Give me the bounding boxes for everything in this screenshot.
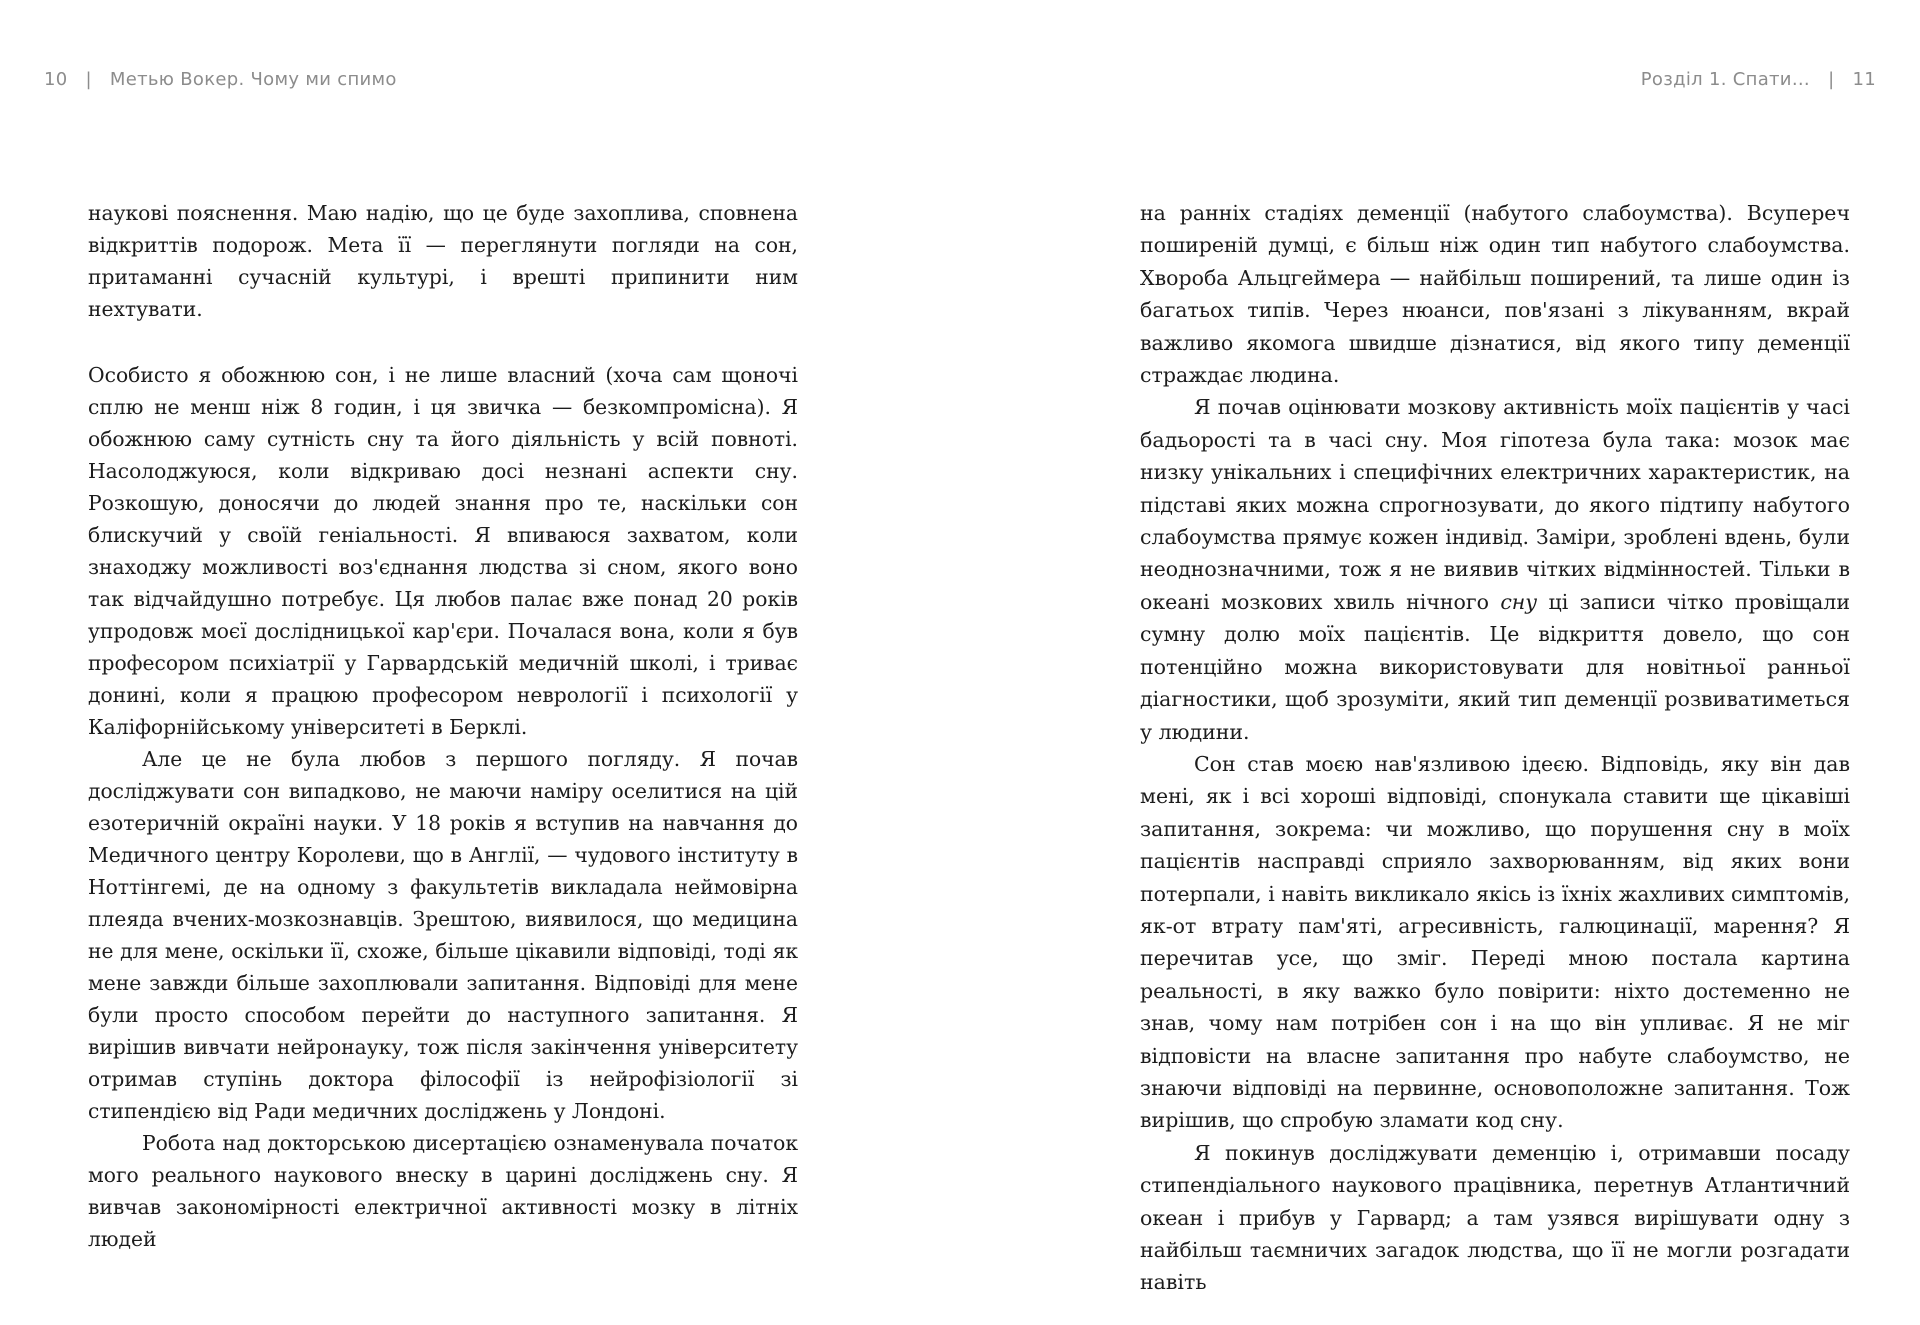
paragraph: Але це не була любов з першого погляду. Я почав досліджувати сон випадково, не маючи наміру оселитися на цій езотеричній окраїні науки. У 18 років я вступив на навчання до Медичного центру Королеви, що в Англії, — чудового інституту в Ноттінгемі, де на одному з факультетів викладала неймовірна плеяда вчених-мозкознавців. Зрештою, виявилося, що медицина не для мене, оскільки її, схоже, більше цікавили відповіді, тоді як мене завжди більше захоплювали запитання. Відповіді для мене були просто способом перейти до наступного запитання. Я вирішив вивчати нейронауку, тож після закінчення університету отримав ступінь доктора філософії із нейрофізіології зі стипендією від Ради медичних досліджень у Лондоні. (88, 747, 798, 1123)
paragraph (1140, 748, 1850, 1137)
paragraph-text: Я покинув досліджувати деменцію і, отримавши посаду стипендіального наукового працівника, перетнув Атлантичний океан і прибув у Гарвард; а там узявся вирішувати одну з найбільш таємничих загадок людства, що її не могли розгадати навіть (1140, 1140, 1850, 1295)
paragraph: наукові пояснення. Маю надію, що це буде захоплива, сповнена відкриттів подорож. Мета її — переглянути погляди на сон, притаманні сучасній культурі, і врешті припинити ним нехтувати. (88, 201, 798, 321)
right-running-head (1641, 68, 1876, 92)
right-page-body (1140, 197, 1850, 1299)
right-page-number: 11 (1852, 69, 1876, 90)
right-header-title: Розділ 1. Спати… (1640, 69, 1811, 90)
paragraph (1140, 197, 1850, 391)
left-running-head (44, 68, 397, 92)
paragraph-text: ці записи чітко провіщали сумну долю моїх пацієнтів. Це відкриття довело, що сон потенційно можна використовувати для новітньої ранньої діагностики, щоб зрозуміти, який тип деменції розвиватиметься у людини. (1140, 589, 1850, 744)
paragraph: Робота над докторською дисертацією ознаменувала початок мого реального наукового внеску в царині досліджень сну. Я вивчав закономірності електричної активності мозку в літніх людей (88, 1131, 798, 1251)
paragraph-text: Сон став моєю нав'язливою ідеєю. Відповідь, яку він дав мені, як і всі хороші відповіді, спонукала ставити ще цікавіші запитання, зокрема: чи можливо, що порушення сну в моїх пацієнтів насправді сприяло захворюванням, від яких вони потерпали, і навіть викликало якісь із їхніх жахливих симптомів, як-от втрату пам'яті, агресивність, галюцинації, марення? Я перечитав усе, що зміг. Переді мною постала картина реальності, в яку важко було повірити: ніхто достеменно не знав, чому нам потрібен сон і на що він упливає. Я не міг відповісти на власне запитання про набуте слабоумство, не знаючи відповіді на первинне, основоположне запитання. Тож вирішив, що спробую зламати код сну. (1140, 751, 1850, 1133)
italic-word: сну (1500, 589, 1538, 614)
paragraph: Особисто я обожнюю сон, і не лише власний (хоча сам щоночі сплю не менш ніж 8 годин, і ця звичка — безкомпромісна). Я обожнюю саму сутність сну та його діяльність у всій повноті. Насолоджуюся, коли відкриваю досі незнані аспекти сну. Розкошую, доносячи до людей знання про те, наскільки сон блискучий у своїй геніальності. Я впиваюся захватом, коли знаходжу можливості воз'єднання людства зі сном, якого воно так відчайдушно потребує. Ця любов палає вже понад 20 років упродовж моєї дослідницької кар'єри. Почалася вона, коли я був професором психіатрії у Гарвардській медичній школі, і триває донині, коли я працюю професором неврології і психології у Каліфорнійському університеті в Берклі. (88, 363, 798, 739)
paragraph (1140, 1137, 1850, 1299)
left-page-body (88, 197, 798, 1255)
paragraph-text: на ранніх стадіях деменції (набутого слабоумства). Всупереч поширеній думці, є більш ніж один тип набутого слабоумства. Хвороба Альцгеймера — найбільш поширений, та лише один із багатьох типів. Через нюанси, пов'язані з лікуванням, вкрай важливо якомога швидше дізнатися, від якого типу деменції страждає людина. (1140, 201, 1850, 388)
paragraph-text: Я почав оцінювати мозкову активність моїх пацієнтів у часі бадьорості та в часі сну. Моя гіпотеза була така: мозок має низку унікальних і специфічних електричних характеристик, на підставі яких можна спрогнозувати, до якого підтипу набутого слабоумства прямує кожен індивід. Заміри, зроблені вдень, були неоднозначними, тож я не виявив чітких відмінностей. Тільки в океані мозкових хвиль нічного (1140, 395, 1850, 614)
paragraph (1140, 391, 1850, 747)
header-separator: | (1828, 69, 1835, 90)
header-separator: | (85, 69, 92, 90)
left-page-number: 10 (44, 69, 68, 90)
left-header-title: Метью Вокер. Чому ми спимо (109, 69, 397, 90)
